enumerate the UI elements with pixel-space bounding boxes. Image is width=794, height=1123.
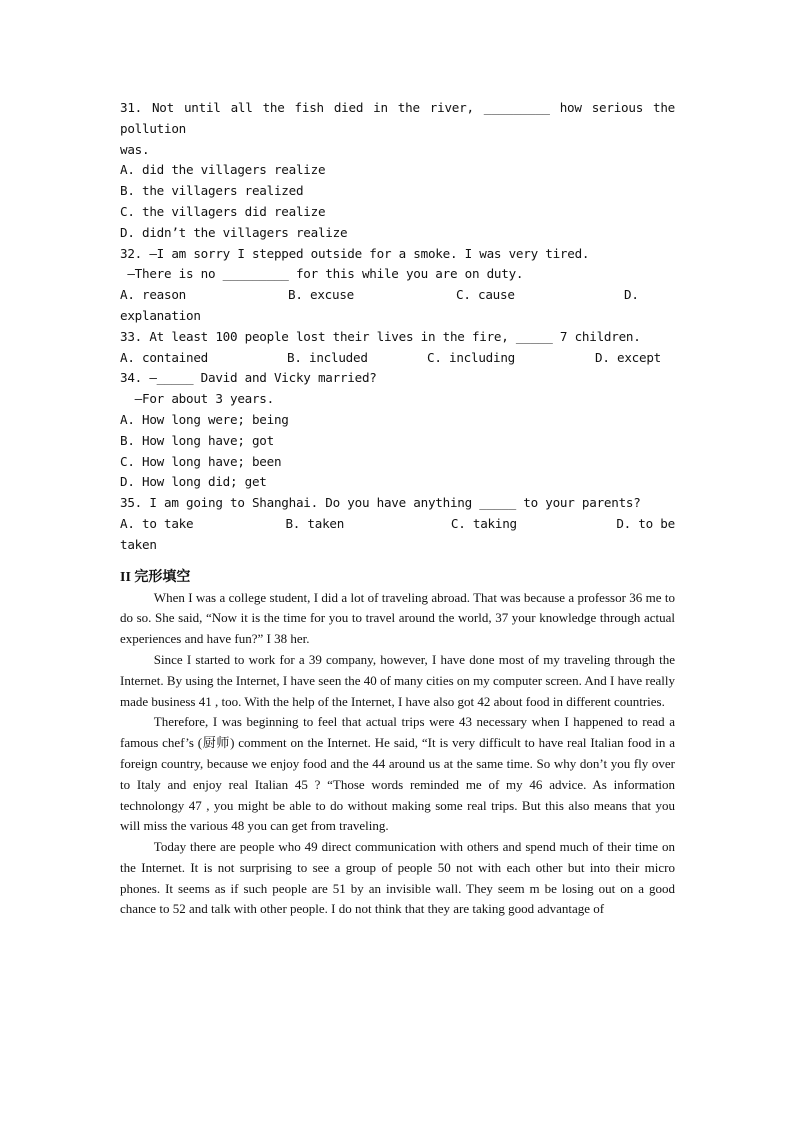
cloze-paragraph-2: Since I started to work for a 39 company, however, I have done most of my traveling through the Internet. By using the Internet, I have seen the 40 of many cities on my computer screen. And I have really made business 41 , too. With the help of the Internet, I have also got 42 about food in different countries. xyxy=(120,651,675,709)
question-34-stem: 34. —_____ David and Vicky married? xyxy=(120,370,377,386)
question-35-options xyxy=(120,514,675,535)
question-31-option-a: A. did the villagers realize xyxy=(120,162,326,178)
question-31-option-b: B. the villagers realized xyxy=(120,183,304,199)
question-31-option-c: C. the villagers did realize xyxy=(120,203,326,219)
question-34-option-d: D. How long did; get xyxy=(120,474,267,490)
question-31-stem: 31. Not until all the fish died in the river, _________ how serious the pollution xyxy=(120,100,675,136)
question-32-stem: 32. —I am sorry I stepped outside for a smoke. I was very tired. xyxy=(120,245,590,261)
question-35-option-d: D. to be xyxy=(616,515,675,531)
question-31-stem-cont: was. xyxy=(120,141,150,157)
question-32-option-d-cont: explanation xyxy=(120,307,201,323)
question-33-option-d: D. except xyxy=(595,349,661,365)
question-35-option-b: B. taken xyxy=(285,515,345,531)
cloze-passage xyxy=(120,588,675,921)
question-35-option-a: A. to take xyxy=(120,515,194,531)
question-32-options xyxy=(120,285,675,306)
question-33-options xyxy=(120,348,675,369)
question-32 xyxy=(120,244,675,327)
question-33-stem: 33. At least 100 people lost their lives in the fire, _____ 7 children. xyxy=(120,328,641,344)
cloze-paragraph-3: Therefore, I was beginning to feel that actual trips were 43 necessary when I happened to read a famous chef’s (厨师) comment on the Internet. He said, “It is very difficult to have real Italian food in a foreign country, because we enjoy food and the 44 around us at the same time. So why don’t you fly over to Italy and enjoy real Italian 45 ? “Those words reminded me of my 46 advice. As information technolongy 47 , you might be able to do without making some real trips. But this also means that you will miss the various 48 you can get from traveling. xyxy=(120,714,675,834)
question-33 xyxy=(120,327,675,369)
question-34 xyxy=(120,368,675,493)
cloze-paragraph-1: When I was a college student, I did a lot of traveling abroad. That was because a professor 36 me to do so. She said, “Now it is the time for you to travel around the world, 37 your knowledge through actual experiences and have fun?” I 38 her. xyxy=(120,589,675,647)
question-34-option-a: A. How long were; being xyxy=(120,411,289,427)
question-34-reply: —For about 3 years. xyxy=(120,391,274,407)
question-32-option-c: C. cause xyxy=(456,287,515,303)
question-32-reply: —There is no _________ for this while you are on duty. xyxy=(120,266,524,282)
question-34-option-c: C. How long have; been xyxy=(120,453,282,469)
cloze-paragraph-4: Today there are people who 49 direct communication with others and spend much of their time on the Internet. It is not surprising to see a group of people 50 not with each other but into their micro phones. It seems as if such people are 51 by an invisible wall. They seem m be losing out on a good chance to 52 and talk with other people. I do not think that they are taking good advantage of xyxy=(120,839,675,917)
section-title-cloze: II 完形填空 xyxy=(120,569,191,585)
question-31 xyxy=(120,98,675,244)
question-33-option-a: A. contained xyxy=(120,349,208,365)
question-32-option-a: A. reason xyxy=(120,287,186,303)
question-33-option-b: B. included xyxy=(287,349,368,365)
question-33-option-c: C. including xyxy=(427,349,515,365)
question-35-option-c: C. taking xyxy=(450,515,517,531)
question-32-option-d: D. xyxy=(624,287,639,303)
question-35-option-d-cont: taken xyxy=(120,536,157,552)
question-34-option-b: B. How long have; got xyxy=(120,432,274,448)
question-35-stem: 35. I am going to Shanghai. Do you have anything _____ to your parents? xyxy=(120,495,641,511)
question-35 xyxy=(120,493,675,555)
question-32-option-b: B. excuse xyxy=(288,287,354,303)
question-31-option-d: D. didn’t the villagers realize xyxy=(120,224,348,240)
document-page xyxy=(120,98,675,920)
